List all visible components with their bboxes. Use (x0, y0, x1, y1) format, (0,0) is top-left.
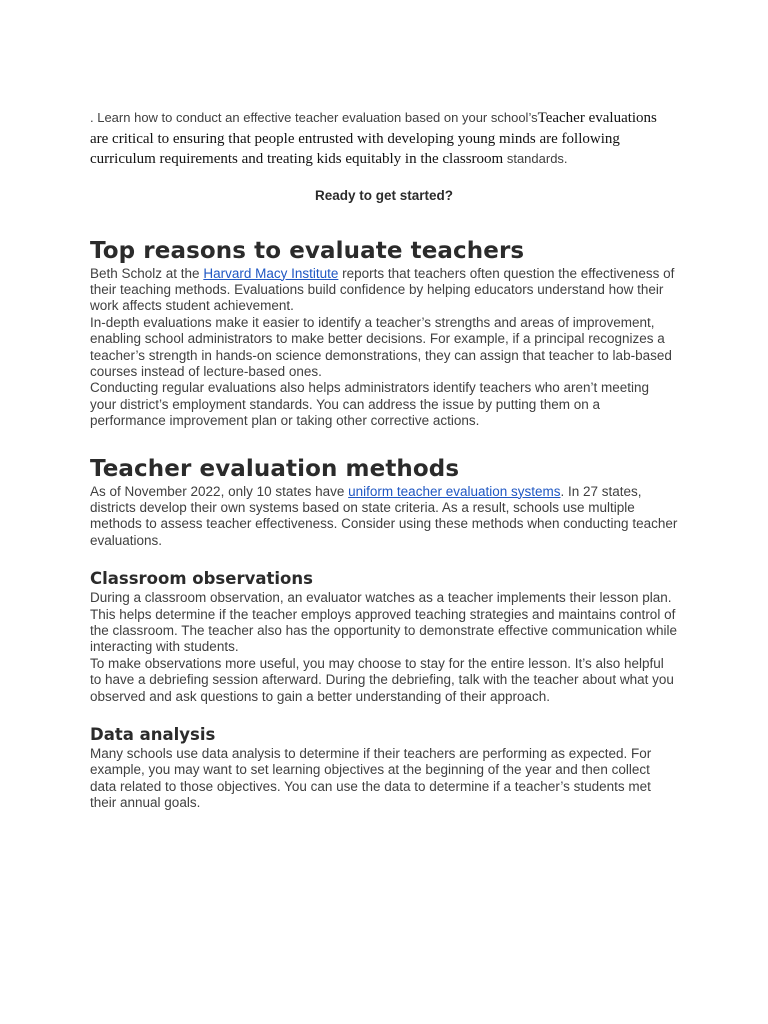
intro-paragraph (90, 108, 678, 170)
heading-evaluation-methods: Teacher evaluation methods (90, 455, 460, 482)
paragraph-observation: During a classroom observation, an evaluator watches as a teacher implements their lesson plan. This helps determine if the teacher employs approved teaching strategies and maintains control of the classroom. The teacher also has the opportunity to demonstrate effective communication while interacting with students. (90, 590, 678, 655)
paragraph-harvard-end: reports that teachers often question the effectiveness of their teaching methods. Evaluations build confidence by helping educators understand how their work affects student achievement. (90, 265, 675, 314)
harvard-macy-link[interactable]: Harvard Macy Institute (203, 265, 339, 281)
paragraph-states (90, 484, 678, 550)
paragraph-harvard-start: Beth Scholz at the (90, 265, 204, 281)
uniform-systems-link[interactable]: uniform teacher evaluation systems (348, 483, 561, 499)
paragraph-states-end: . In 27 states, districts develop their own systems based on state criteria. As a result, schools use multiple methods to assess teacher effectiveness. Consider using these methods when conducting teacher evaluations. (90, 483, 678, 548)
article-body (90, 108, 678, 812)
paragraph-regular-evaluations: Conducting regular evaluations also helps administrators identify teachers who aren’t meeting your district’s employment standards. You can address the issue by putting them on a performance improvement plan or taking other corrective actions. (90, 380, 650, 429)
intro-text-start: . Learn how to conduct an effective teacher evaluation based on your school’s (90, 110, 538, 125)
paragraph-states-start: As of November 2022, only 10 states have (90, 483, 349, 499)
ready-prompt: Ready to get started? (314, 187, 454, 203)
paragraph-in-depth: In-depth evaluations make it easier to identify a teacher’s strengths and areas of improvement, enabling school administrators to make better decisions. For example, if a principal recognizes a teacher’s strength in hands-on science demonstrations, they can assign that teacher to lab-based courses instead of lecture-based ones. (90, 314, 672, 379)
intro-text-end: standards. (503, 151, 568, 166)
heading-top-reasons: Top reasons to evaluate teachers (90, 237, 525, 264)
heading-data-analysis: Data analysis (90, 725, 216, 745)
intro-text-serif: Teacher evaluations are critical to ensuring that people entrusted with developing young minds are following curriculum requirements and treating kids equitably in the classroom (90, 110, 657, 167)
paragraph-debriefing: To make observations more useful, you may choose to stay for the entire lesson. It’s also helpful to have a debriefing session afterward. During the debriefing, talk with the teacher about what you observed and ask questions to gain a better understanding of their approach. (90, 655, 674, 704)
heading-classroom-observations: Classroom observations (90, 569, 313, 589)
paragraph-harvard (90, 266, 678, 315)
paragraph-data-analysis: Many schools use data analysis to determine if their teachers are performing as expected. For example, you may want to set learning objectives at the beginning of the year and then collect data related to those objectives. You can use the data to determine if a teacher’s students met their annual goals. (90, 746, 652, 811)
